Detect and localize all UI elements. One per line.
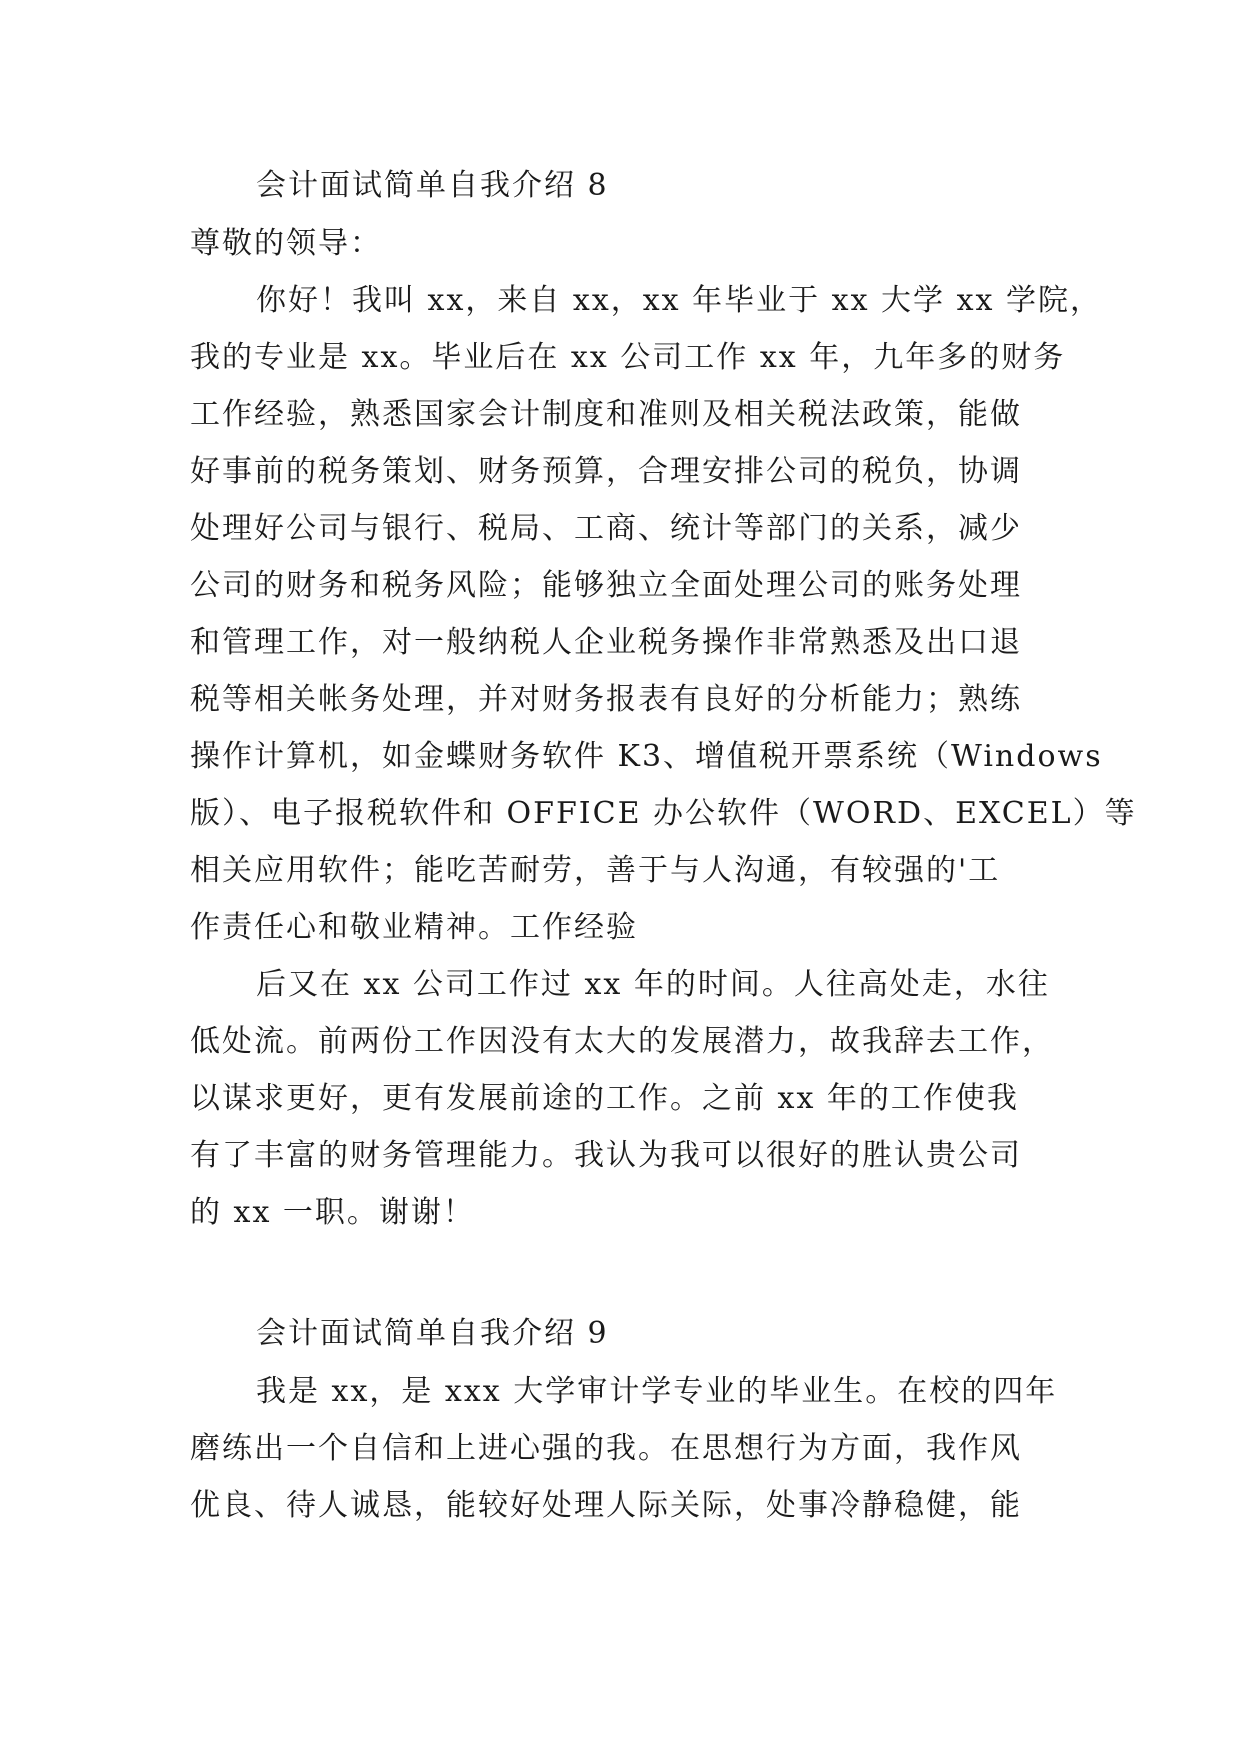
paragraph-line: 和管理工作，对一般纳税人企业税务操作非常熟悉及出口退	[190, 625, 1022, 660]
paragraph-line: 后又在 xx 公司工作过 xx 年的时间。人往高处走，水往	[256, 967, 1050, 1002]
section-9-title: 会计面试简单自我介绍 9	[256, 1316, 609, 1351]
paragraph-line: 优良、待人诚恳，能较好处理人际关际，处事冷静稳健，能	[190, 1488, 1022, 1523]
paragraph-line: 版）、电子报税软件和 OFFICE 办公软件（WORD、EXCEL）等	[190, 796, 1137, 831]
paragraph-line: 我是 xx，是 xxx 大学审计学专业的毕业生。在校的四年	[256, 1374, 1058, 1409]
paragraph-line: 好事前的税务策划、财务预算，合理安排公司的税负，协调	[190, 454, 1022, 489]
paragraph-line: 我的专业是 xx。毕业后在 xx 公司工作 xx 年，九年多的财务	[190, 340, 1066, 375]
paragraph-line: 相关应用软件；能吃苦耐劳，善于与人沟通，有较强的'工	[190, 853, 1001, 888]
paragraph-line: 以谋求更好，更有发展前途的工作。之前 xx 年的工作使我	[190, 1081, 1019, 1116]
paragraph-line: 操作计算机，如金蝶财务软件 K3、增值税开票系统（Windows	[190, 739, 1103, 774]
paragraph-line: 你好！我叫 xx，来自 xx，xx 年毕业于 xx 大学 xx 学院，	[256, 283, 1102, 318]
paragraph-line: 的 xx 一职。谢谢！	[190, 1195, 475, 1230]
paragraph-line: 有了丰富的财务管理能力。我认为我可以很好的胜认贵公司	[190, 1138, 1022, 1173]
paragraph-line: 公司的财务和税务风险；能够独立全面处理公司的账务处理	[190, 568, 1022, 603]
paragraph-line: 低处流。前两份工作因没有太大的发展潜力，故我辞去工作，	[190, 1024, 1054, 1059]
paragraph-line: 处理好公司与银行、税局、工商、统计等部门的关系，减少	[190, 511, 1022, 546]
paragraph-line: 作责任心和敬业精神。工作经验	[190, 910, 638, 945]
paragraph-line: 工作经验，熟悉国家会计制度和准则及相关税法政策，能做	[190, 397, 1022, 432]
section-8-title: 会计面试简单自我介绍 8	[256, 168, 609, 203]
paragraph-line: 磨练出一个自信和上进心强的我。在思想行为方面，我作风	[190, 1431, 1022, 1466]
salutation: 尊敬的领导：	[190, 226, 382, 261]
paragraph-line: 税等相关帐务处理，并对财务报表有良好的分析能力；熟练	[190, 682, 1022, 717]
